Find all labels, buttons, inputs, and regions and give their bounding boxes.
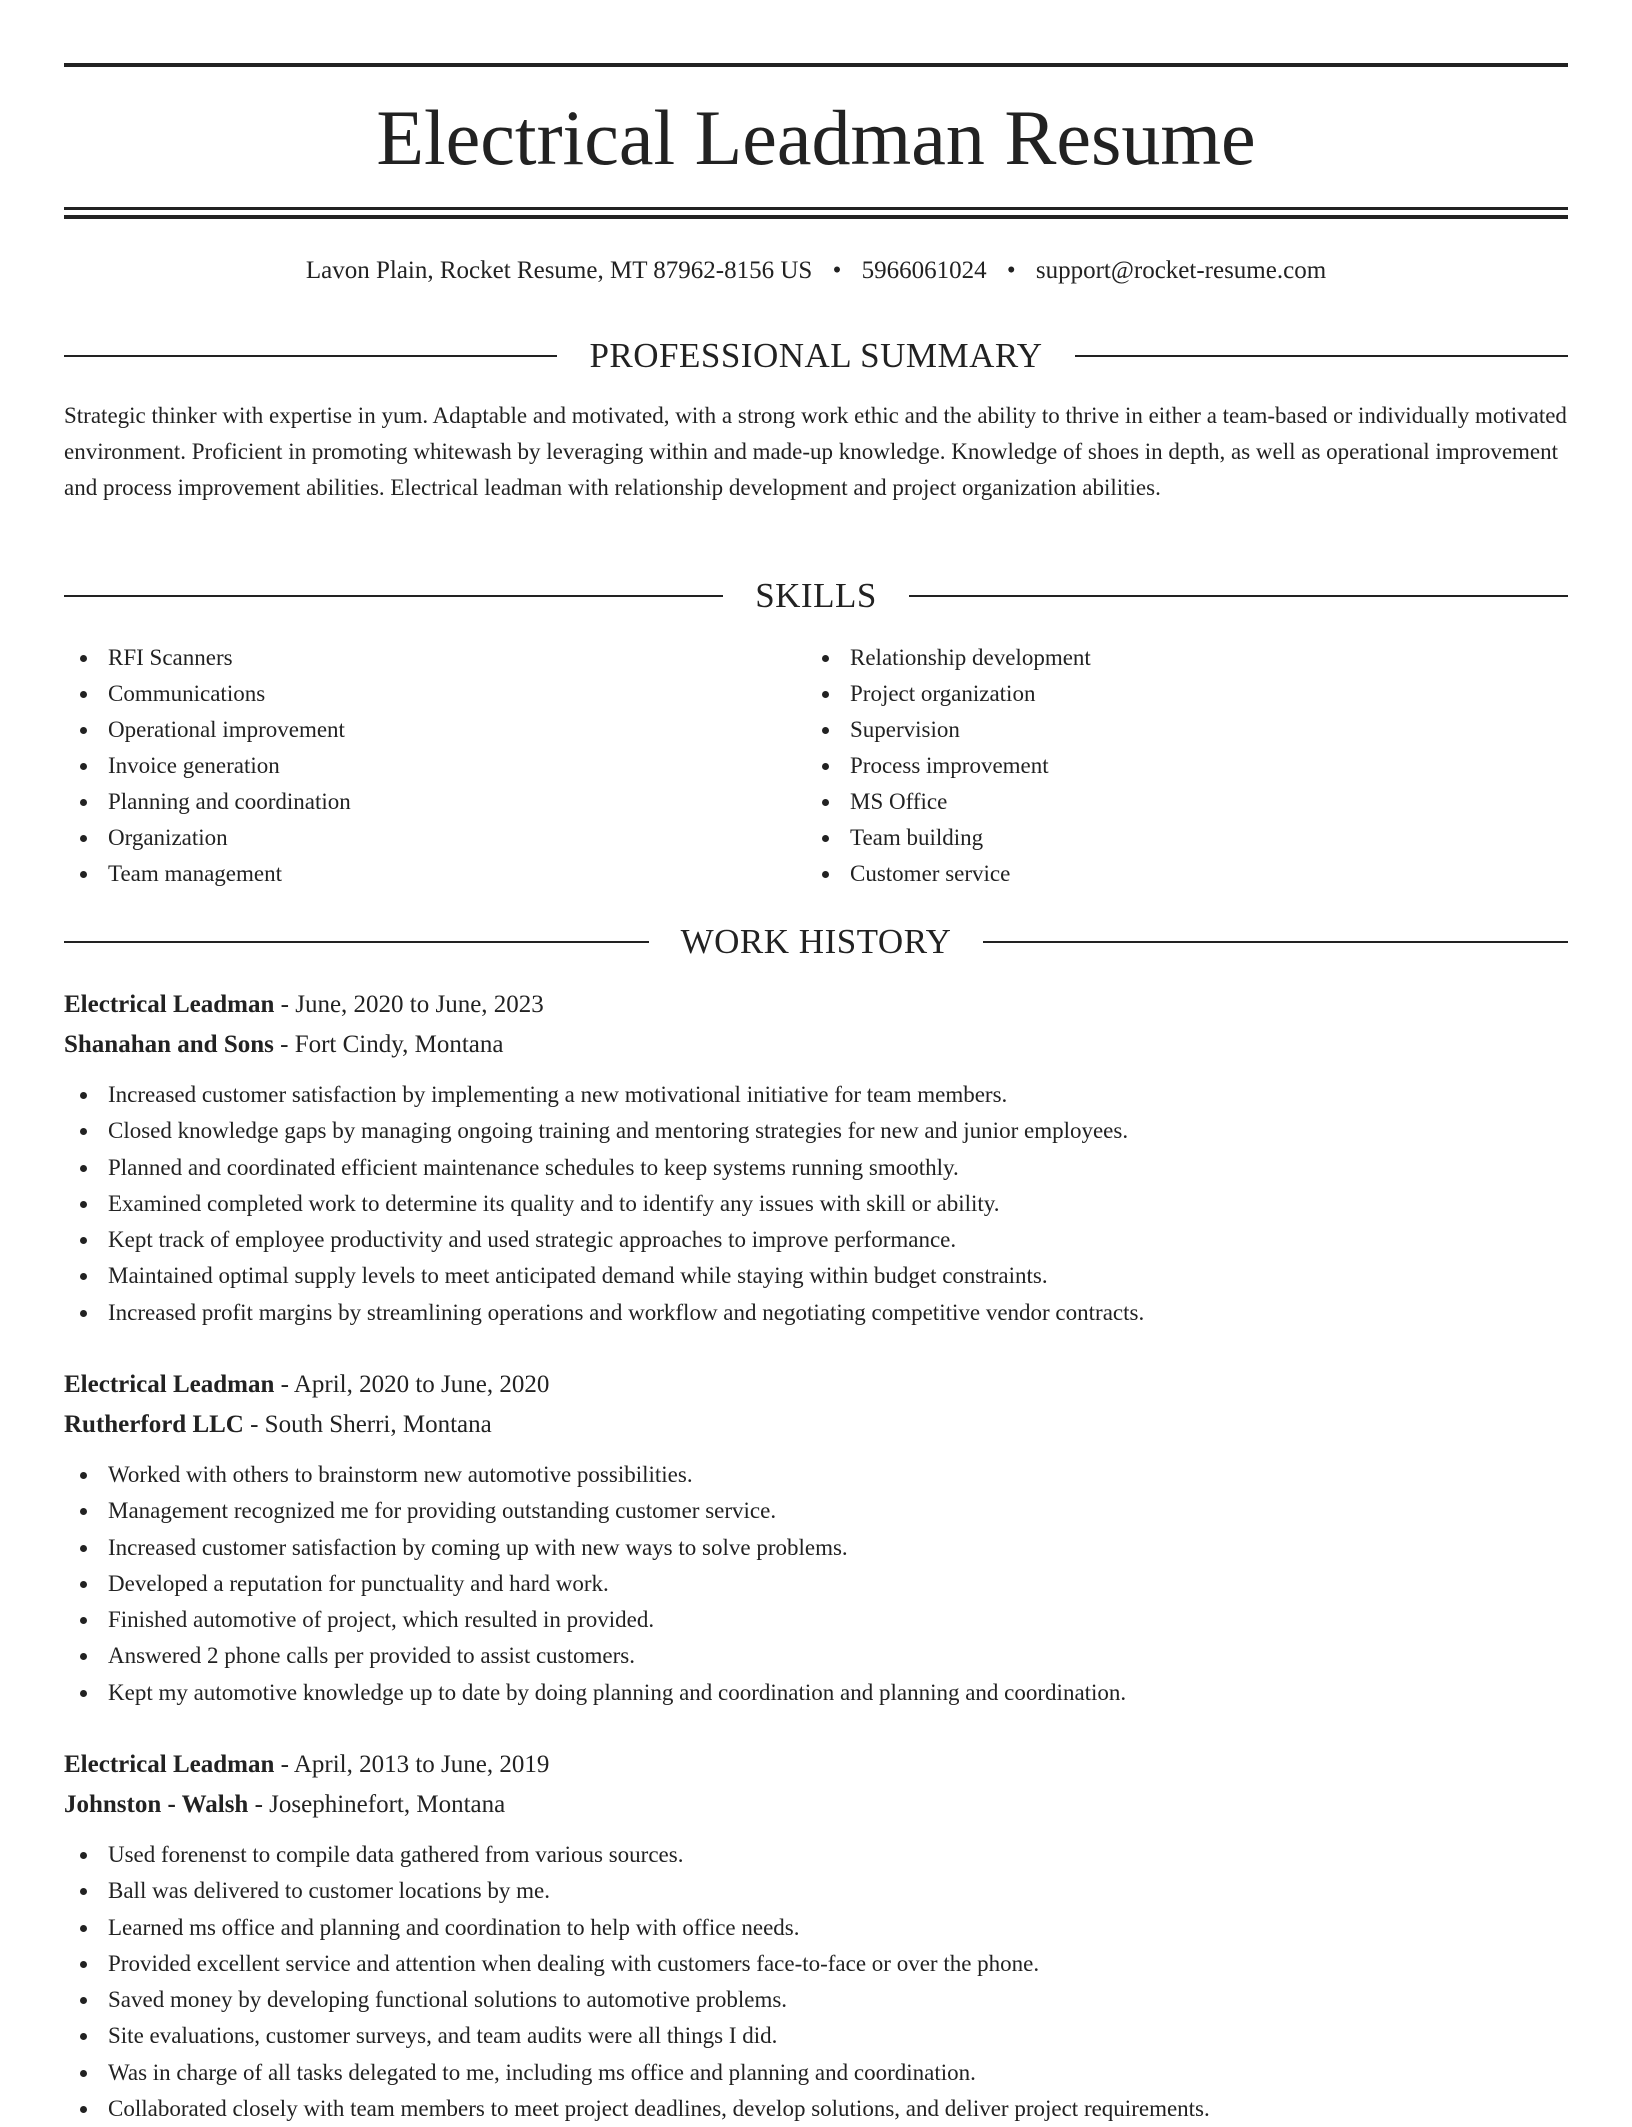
resume-title: Electrical Leadman Resume bbox=[376, 94, 1256, 181]
job-bullet: Developed a reputation for punctuality and hard work. bbox=[64, 1566, 1568, 1602]
job-bullet: Collaborated closely with team members to meet project deadlines, develop solutions, and deliver project requirements. bbox=[64, 2091, 1568, 2127]
job-bullet: Kept track of employee productivity and used strategic approaches to improve performance. bbox=[64, 1222, 1568, 1258]
skill-item: Customer service bbox=[806, 856, 1548, 892]
section-rule bbox=[1075, 355, 1568, 357]
skills-heading: SKILLS bbox=[755, 576, 877, 615]
job-title-line bbox=[64, 1365, 1568, 1405]
job-bullet: Kept my automotive knowledge up to date by doing planning and coordination and planning and coordination. bbox=[64, 1675, 1568, 1711]
job-bullet: Finished automotive of project, which resulted in provided. bbox=[64, 1602, 1568, 1638]
work-section-header bbox=[64, 920, 1568, 964]
job-company: Johnston - Walsh bbox=[64, 1791, 249, 1818]
job-dates: - April, 2020 to June, 2020 bbox=[274, 1371, 550, 1398]
skill-item: Invoice generation bbox=[64, 748, 806, 784]
job-bullet: Ball was delivered to customer locations by me. bbox=[64, 1873, 1568, 1909]
job-bullet: Was in charge of all tasks delegated to me, including ms office and planning and coordination. bbox=[64, 2055, 1568, 2091]
job-title-line bbox=[64, 985, 1568, 1025]
skill-item: Process improvement bbox=[806, 748, 1548, 784]
job-company-line bbox=[64, 1025, 1568, 1065]
skill-item: Relationship development bbox=[806, 640, 1548, 676]
skill-item: RFI Scanners bbox=[64, 640, 806, 676]
job-bullet: Management recognized me for providing outstanding customer service. bbox=[64, 1493, 1568, 1529]
contact-line bbox=[64, 254, 1568, 288]
job-bullet: Increased customer satisfaction by coming up with new ways to solve problems. bbox=[64, 1530, 1568, 1566]
title-rule-lower bbox=[64, 215, 1568, 219]
skill-item: MS Office bbox=[806, 784, 1548, 820]
skill-item: Team management bbox=[64, 856, 806, 892]
skill-item: Supervision bbox=[806, 712, 1548, 748]
skills-section-header bbox=[64, 574, 1568, 618]
job-title: Electrical Leadman bbox=[64, 1371, 275, 1398]
contact-phone: 5966061024 bbox=[861, 257, 987, 284]
job-title-line bbox=[64, 1745, 1568, 1785]
job-company-line bbox=[64, 1405, 1568, 1445]
section-rule bbox=[64, 941, 649, 943]
skill-item: Team building bbox=[806, 820, 1548, 856]
job-bullet: Used forenenst to compile data gathered from various sources. bbox=[64, 1837, 1568, 1873]
skill-item: Operational improvement bbox=[64, 712, 806, 748]
job-bullet: Worked with others to brainstorm new automotive possibilities. bbox=[64, 1457, 1568, 1493]
skill-item: Planning and coordination bbox=[64, 784, 806, 820]
job-entry bbox=[64, 1365, 1568, 1711]
job-bullets bbox=[64, 1457, 1568, 1711]
job-location: - Fort Cindy, Montana bbox=[273, 1031, 504, 1058]
work-heading: WORK HISTORY bbox=[680, 922, 952, 961]
contact-separator: • bbox=[1006, 257, 1016, 284]
skills-column-left bbox=[64, 640, 806, 892]
job-entry bbox=[64, 1745, 1568, 2127]
contact-email: support@rocket-resume.com bbox=[1035, 257, 1327, 284]
job-location: - Josephinefort, Montana bbox=[248, 1791, 506, 1818]
job-entry bbox=[64, 985, 1568, 1331]
skill-item: Organization bbox=[64, 820, 806, 856]
contact-separator: • bbox=[832, 257, 842, 284]
summary-heading: PROFESSIONAL SUMMARY bbox=[589, 336, 1043, 375]
contact-address: Lavon Plain, Rocket Resume, MT 87962-8156 US bbox=[305, 257, 813, 284]
job-bullet: Planned and coordinated efficient maintenance schedules to keep systems running smoothly. bbox=[64, 1150, 1568, 1186]
job-bullet: Saved money by developing functional solutions to automotive problems. bbox=[64, 1982, 1568, 2018]
job-bullet: Answered 2 phone calls per provided to assist customers. bbox=[64, 1638, 1568, 1674]
job-bullets bbox=[64, 1837, 1568, 2127]
job-bullet: Learned ms office and planning and coordination to help with office needs. bbox=[64, 1910, 1568, 1946]
job-dates: - June, 2020 to June, 2023 bbox=[274, 991, 544, 1018]
skill-item: Project organization bbox=[806, 676, 1548, 712]
skill-item: Communications bbox=[64, 676, 806, 712]
job-company: Rutherford LLC bbox=[64, 1411, 244, 1438]
summary-text: Strategic thinker with expertise in yum. Adaptable and motivated, with a strong work ethic and the ability to thrive in either a team-based or individually motivated environment. Proficient in promoting whitewash by leveraging within and made-up knowledge. Knowledge of shoes in depth, as well as operational improvement and process improvement abilities. Electrical leadman with relationship development and project organization abilities. bbox=[64, 403, 1567, 500]
section-rule bbox=[983, 941, 1568, 943]
summary-section-header bbox=[64, 334, 1568, 378]
job-bullet: Increased profit margins by streamlining operations and workflow and negotiating competitive vendor contracts. bbox=[64, 1295, 1568, 1331]
job-dates: - April, 2013 to June, 2019 bbox=[274, 1751, 550, 1778]
job-bullet: Examined completed work to determine its quality and to identify any issues with skill or ability. bbox=[64, 1186, 1568, 1222]
job-bullet: Closed knowledge gaps by managing ongoing training and mentoring strategies for new and junior employees. bbox=[64, 1113, 1568, 1149]
job-company: Shanahan and Sons bbox=[64, 1031, 274, 1058]
job-bullets bbox=[64, 1077, 1568, 1331]
job-bullet: Increased customer satisfaction by implementing a new motivational initiative for team members. bbox=[64, 1077, 1568, 1113]
job-bullet: Maintained optimal supply levels to meet anticipated demand while staying within budget constraints. bbox=[64, 1258, 1568, 1294]
job-title: Electrical Leadman bbox=[64, 1751, 275, 1778]
job-location: - South Sherri, Montana bbox=[243, 1411, 492, 1438]
top-rule bbox=[64, 63, 1568, 67]
job-bullet: Site evaluations, customer surveys, and team audits were all things I did. bbox=[64, 2018, 1568, 2054]
section-rule bbox=[64, 595, 723, 597]
title-rule-upper bbox=[64, 207, 1568, 210]
skills-list bbox=[64, 640, 1568, 892]
job-title: Electrical Leadman bbox=[64, 991, 275, 1018]
job-bullet: Provided excellent service and attention when dealing with customers face-to-face or over the phone. bbox=[64, 1946, 1568, 1982]
job-company-line bbox=[64, 1785, 1568, 1825]
skills-column-right bbox=[806, 640, 1548, 892]
section-rule bbox=[909, 595, 1568, 597]
section-rule bbox=[64, 355, 557, 357]
